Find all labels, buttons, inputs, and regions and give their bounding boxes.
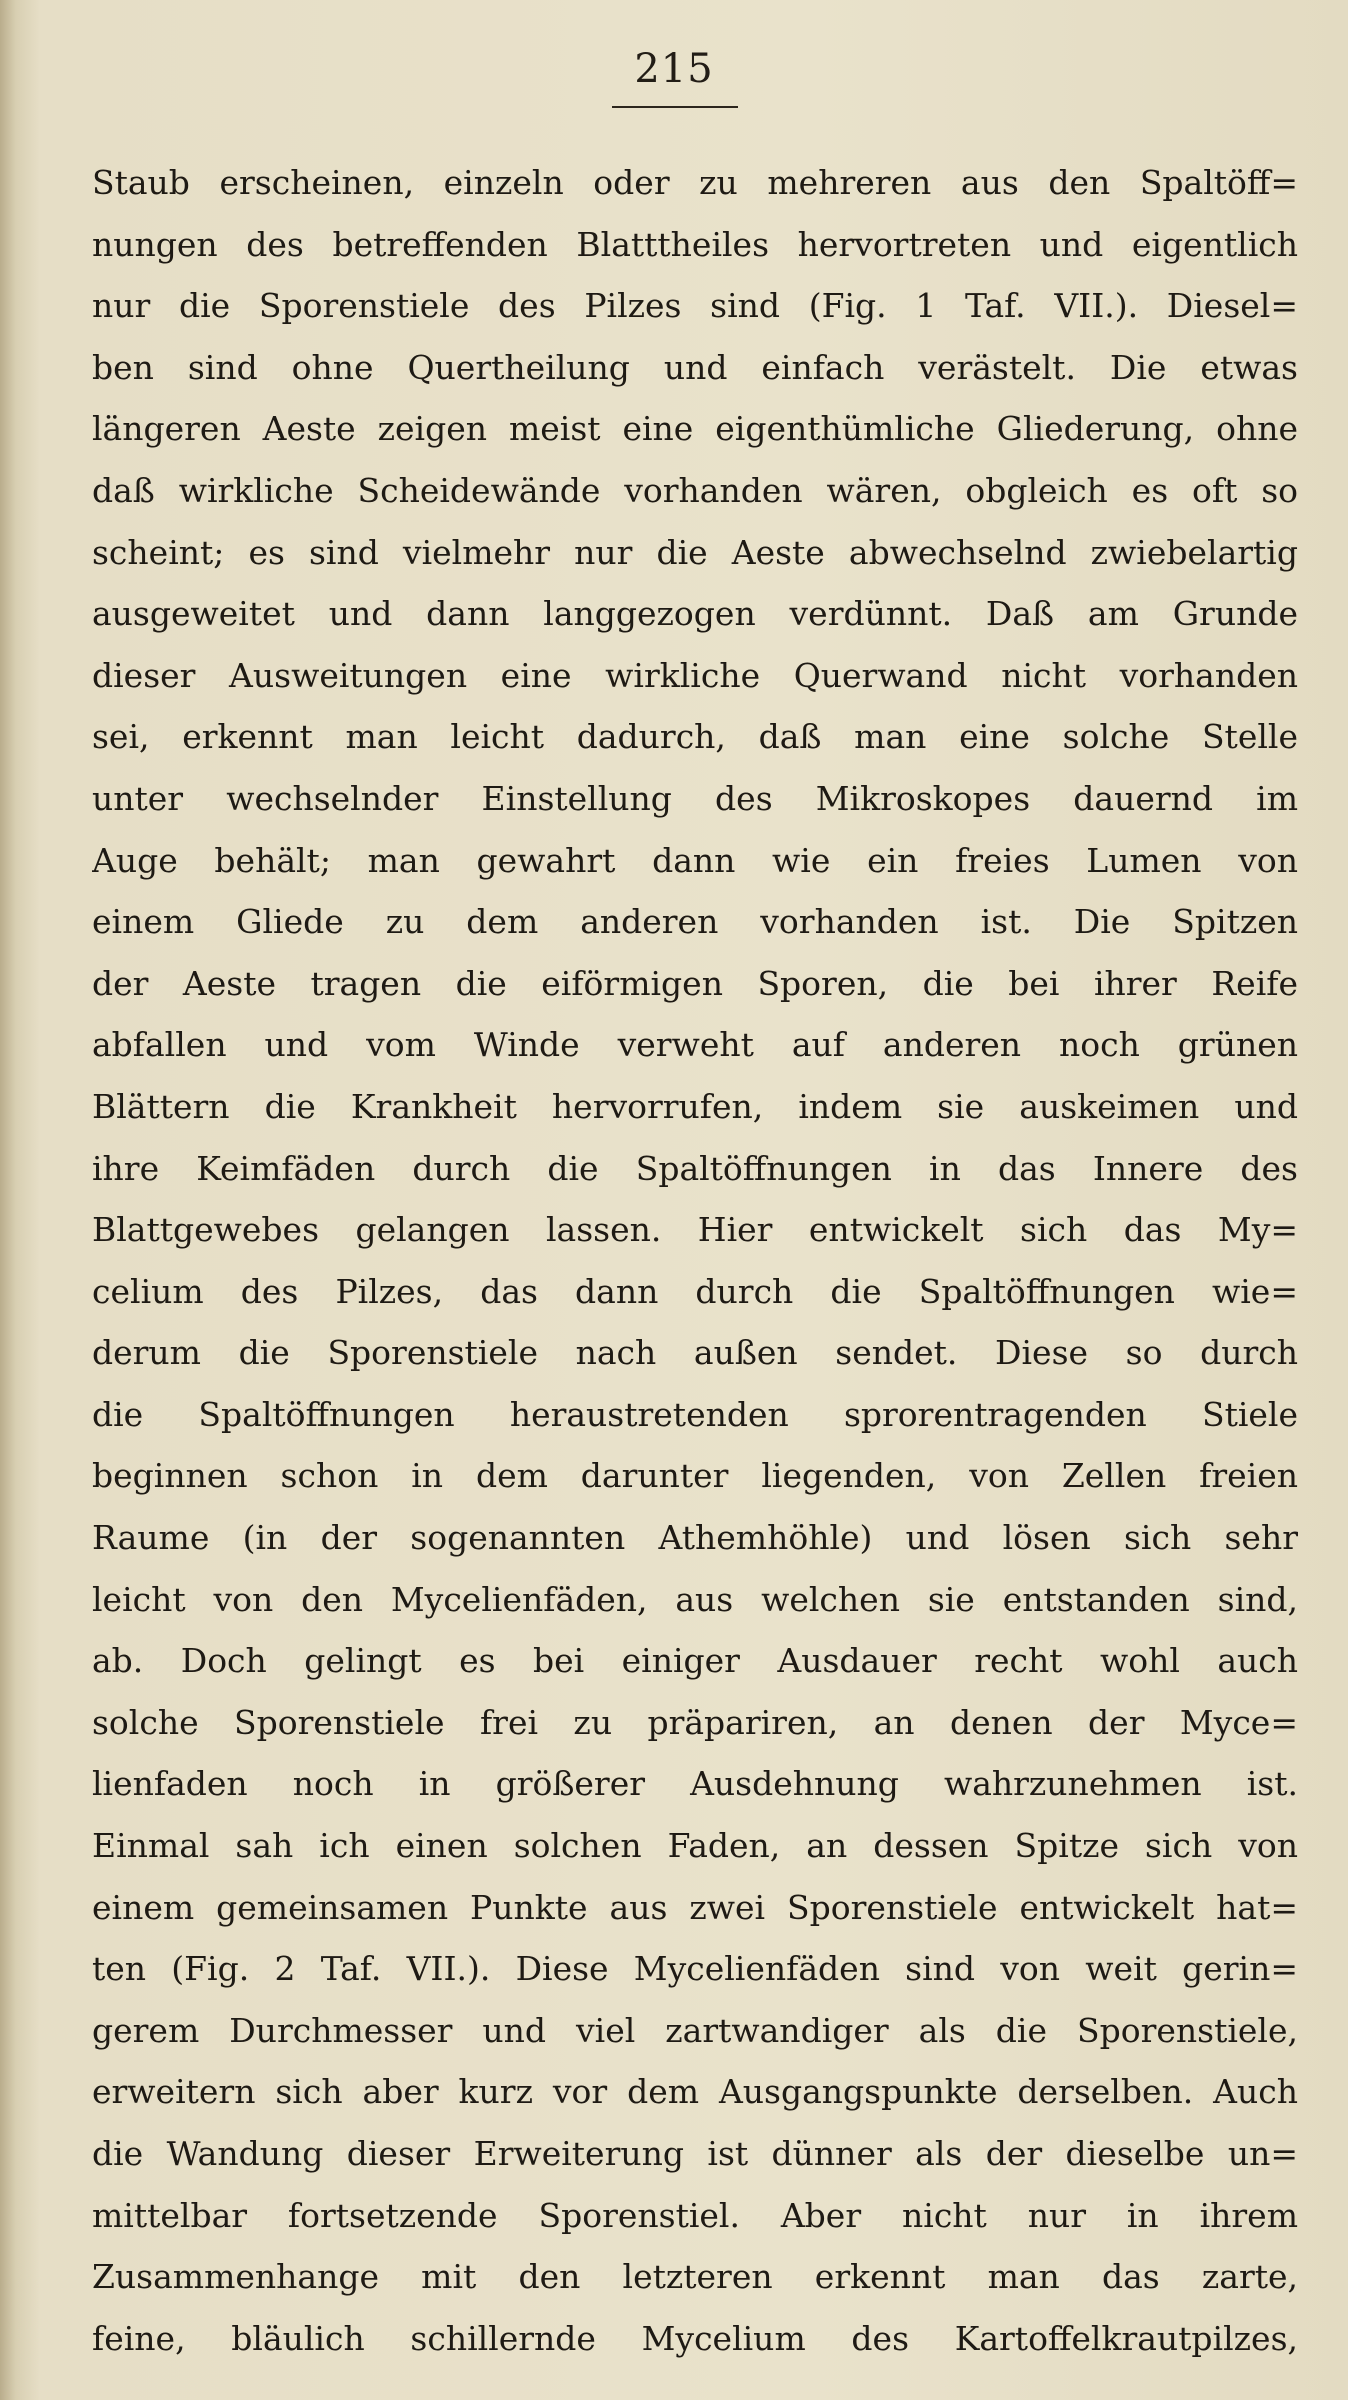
text-line-20: derum die Sporenstiele nach außen sendet. Diese so durch [92,1333,1298,1373]
text-line-36: feine, bläulich schillernde Mycelium des Kartoffelkrautpilzes, [92,2318,1298,2358]
header-rule [612,106,738,108]
text-line-12: Auge behält; man gewahrt dann wie ein freies Lumen von [92,840,1298,880]
text-line-32: erweitern sich aber kurz vor dem Ausgangspunkte derselben. Auch [92,2072,1298,2112]
text-line-10: sei, erkennt man leicht dadurch, daß man eine solche Stelle [92,717,1298,757]
page-number: 215 [634,46,714,92]
text-line-6: daß wirkliche Scheidewände vorhanden wären, obgleich es oft so [92,470,1298,510]
text-line-5: längeren Aeste zeigen meist eine eigenthümliche Gliederung, ohne [92,409,1298,449]
text-line-2: nungen des betreffenden Blatttheiles hervortreten und eigentlich [92,224,1298,264]
text-line-13: einem Gliede zu dem anderen vorhanden ist. Die Spitzen [92,902,1298,942]
text-line-16: Blättern die Krankheit hervorrufen, indem sie auskeimen und [92,1086,1298,1126]
text-line-18: Blattgewebes gelangen lassen. Hier entwickelt sich das My= [92,1210,1298,1250]
text-line-29: einem gemeinsamen Punkte aus zwei Sporenstiele entwickelt hat= [92,1887,1298,1927]
text-line-8: ausgeweitet und dann langgezogen verdünnt. Daß am Grunde [92,594,1298,634]
text-line-7: scheint; es sind vielmehr nur die Aeste abwechselnd zwiebelartig [92,532,1298,572]
text-line-17: ihre Keimfäden durch die Spaltöffnungen in das Innere des [92,1148,1298,1188]
text-line-24: leicht von den Mycelienfäden, aus welchen sie entstanden sind, [92,1579,1298,1619]
text-line-21: die Spaltöffnungen heraustretenden sprorentragenden Stiele [92,1394,1298,1434]
text-line-3: nur die Sporenstiele des Pilzes sind (Fig. 1 Taf. VII.). Diesel= [92,286,1298,326]
text-line-19: celium des Pilzes, das dann durch die Spaltöffnungen wie= [92,1271,1298,1311]
text-line-30: ten (Fig. 2 Taf. VII.). Diese Mycelienfäden sind von weit gerin= [92,1949,1298,1989]
text-line-4: ben sind ohne Quertheilung und einfach verästelt. Die etwas [92,347,1298,387]
text-line-9: dieser Ausweitungen eine wirkliche Querwand nicht vorhanden [92,655,1298,695]
body-text [92,152,1298,2369]
text-line-31: gerem Durchmesser und viel zartwandiger als die Sporenstiele, [92,2010,1298,2050]
text-line-22: beginnen schon in dem darunter liegenden, von Zellen freien [92,1456,1298,1496]
text-line-23: Raume (in der sogenannten Athemhöhle) und lösen sich sehr [92,1518,1298,1558]
text-line-15: abfallen und vom Winde verweht auf anderen noch grünen [92,1025,1298,1065]
text-line-33: die Wandung dieser Erweiterung ist dünner als der dieselbe un= [92,2134,1298,2173]
text-line-35: Zusammenhange mit den letzteren erkennt man das zarte, [92,2257,1298,2297]
text-line-27: lienfaden noch in größerer Ausdehnung wahrzunehmen ist. [92,1764,1298,1804]
text-line-34: mittelbar fortsetzende Sporenstiel. Aber nicht nur in ihrem [92,2195,1298,2235]
text-line-11: unter wechselnder Einstellung des Mikroskopes dauernd im [92,778,1298,818]
text-line-28: Einmal sah ich einen solchen Faden, an dessen Spitze sich von [92,1826,1298,1866]
text-line-14: der Aeste tragen die eiförmigen Sporen, die bei ihrer Reife [92,963,1298,1003]
text-line-25: ab. Doch gelingt es bei einiger Ausdauer recht wohl auch [92,1641,1298,1681]
text-line-1: Staub erscheinen, einzeln oder zu mehreren aus den Spaltöff= [92,163,1298,202]
text-line-26: solche Sporenstiele frei zu präpariren, an denen der Myce= [92,1702,1298,1742]
